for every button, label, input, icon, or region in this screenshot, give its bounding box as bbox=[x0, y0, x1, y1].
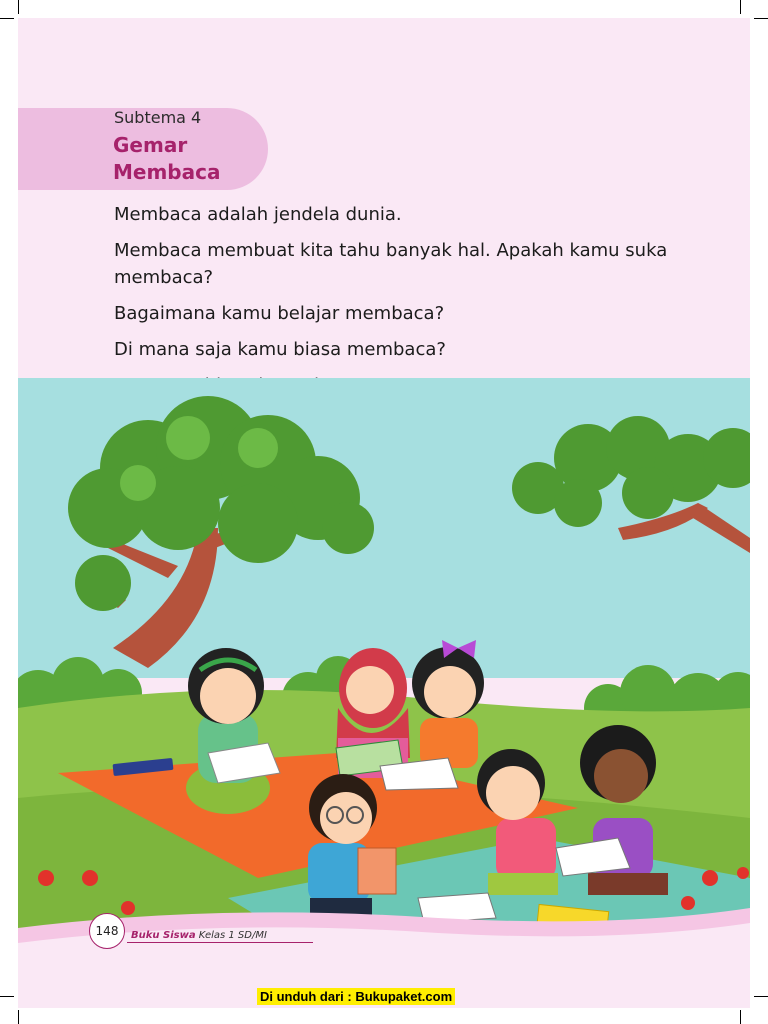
paragraph: Membaca membuat kita tahu banyak hal. Apakah kamu suka membaca? bbox=[114, 240, 668, 288]
footer-rule bbox=[127, 942, 313, 943]
crop-mark bbox=[754, 996, 768, 997]
download-banner: Di unduh dari : Bukupaket.com bbox=[257, 988, 455, 1005]
book-title-rest: Kelas 1 SD/MI bbox=[195, 930, 267, 941]
crop-mark bbox=[0, 18, 14, 19]
subtheme-title-line: Gemar bbox=[113, 133, 188, 157]
subtheme-title bbox=[113, 132, 220, 186]
paragraph: Bagaimana kamu belajar membaca? bbox=[114, 303, 445, 324]
subtheme-label: Subtema 4 bbox=[114, 108, 202, 127]
textbook-page bbox=[18, 18, 750, 1008]
paragraph: Di mana saja kamu biasa membaca? bbox=[114, 339, 446, 360]
subtheme-title-line: Membaca bbox=[113, 160, 221, 184]
child-girl-hijab bbox=[336, 648, 410, 778]
crop-mark bbox=[18, 0, 19, 14]
book-title bbox=[131, 930, 267, 941]
crop-mark bbox=[740, 1010, 741, 1024]
crop-mark bbox=[18, 1010, 19, 1024]
book-title-bold: Buku Siswa bbox=[131, 930, 196, 941]
crop-mark bbox=[0, 996, 14, 997]
page-number: 148 bbox=[89, 913, 125, 949]
intro-text bbox=[114, 201, 694, 408]
crop-mark bbox=[754, 18, 768, 19]
crop-mark bbox=[740, 0, 741, 14]
paragraph: Membaca adalah jendela dunia. bbox=[114, 204, 402, 225]
